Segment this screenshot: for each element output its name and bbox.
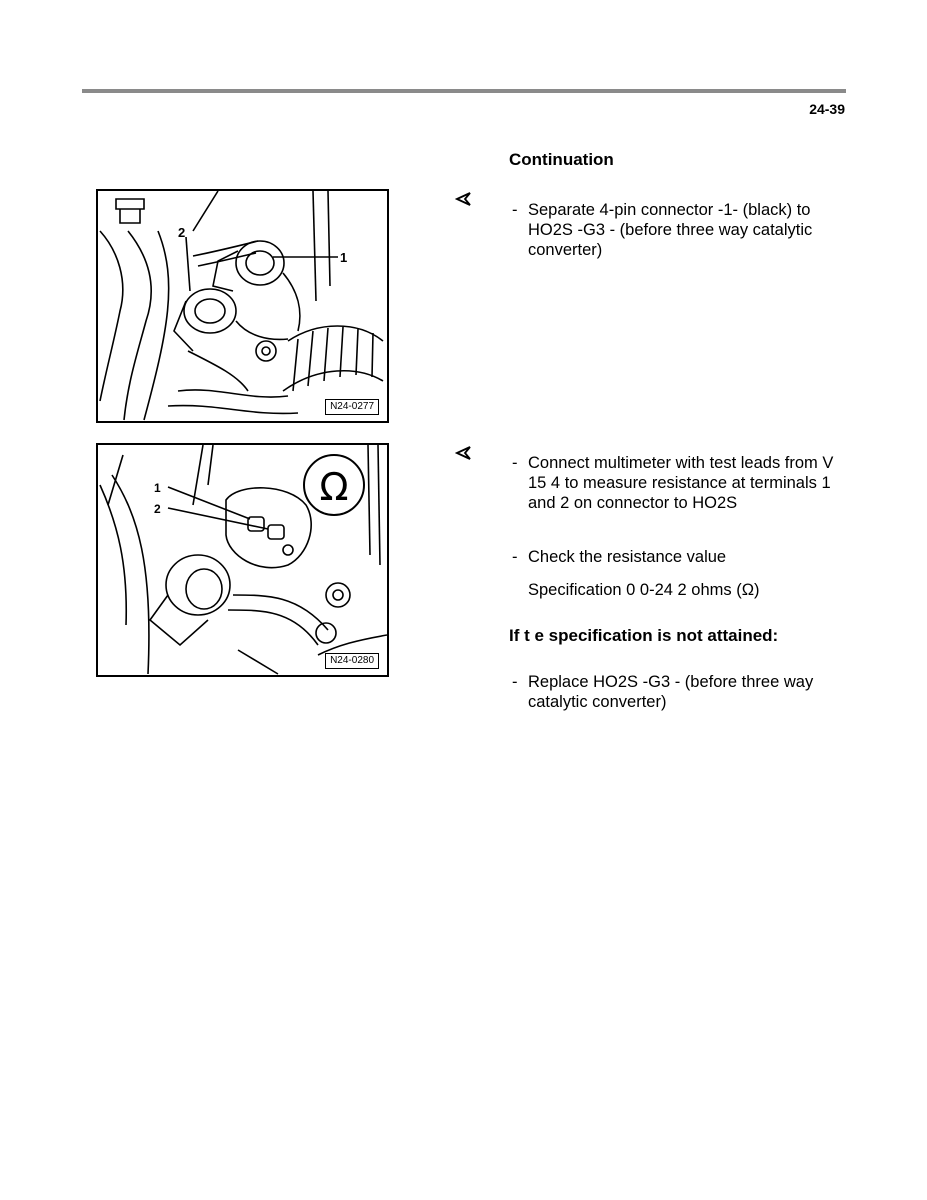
step-replace-sensor: [512, 672, 842, 712]
step-dash: -: [512, 201, 518, 219]
page-number: 24-39: [809, 101, 845, 117]
section-heading: Continuation: [509, 150, 614, 169]
arrow-pointer-icon: [455, 445, 471, 461]
step-text: Separate 4-pin connector -1- (black) to HO2S -G3 - (before three way catalytic converter): [528, 201, 813, 259]
condition-heading: If t e specification is not attained:: [509, 626, 779, 645]
header-rule: [82, 89, 846, 93]
callout-2: 2: [154, 502, 161, 516]
figure-code: N24-0277: [325, 399, 379, 415]
figure-code: N24-0280: [325, 653, 379, 669]
figure-connector-illustration: [96, 189, 389, 423]
step-dash: -: [512, 454, 518, 472]
callout-1: 1: [154, 481, 161, 495]
step-text: Replace HO2S -G3 - (before three way catalytic converter): [528, 673, 814, 711]
step-dash: -: [512, 548, 518, 566]
connector-illustration-drawing: [98, 191, 387, 421]
callout-2: 2: [178, 225, 186, 240]
step-connect-multimeter: [512, 453, 842, 513]
step-text: Check the resistance value: [528, 548, 727, 566]
callout-1: 1: [340, 250, 348, 265]
step-dash: -: [512, 673, 518, 691]
specification-text: Specification 0 0-24 2 ohms (Ω): [528, 581, 760, 599]
step-text: Connect multimeter with test leads from V 15 4 to measure resistance at terminals 1 and 2 on connector to HO2S: [528, 454, 834, 512]
omega-symbol: Ω: [319, 465, 349, 509]
multimeter-illustration-drawing: [98, 445, 387, 675]
step-check-resistance: [512, 547, 842, 567]
figure-multimeter-illustration: [96, 443, 389, 677]
arrow-pointer-icon: [455, 191, 471, 207]
step-separate-connector: [512, 200, 842, 260]
